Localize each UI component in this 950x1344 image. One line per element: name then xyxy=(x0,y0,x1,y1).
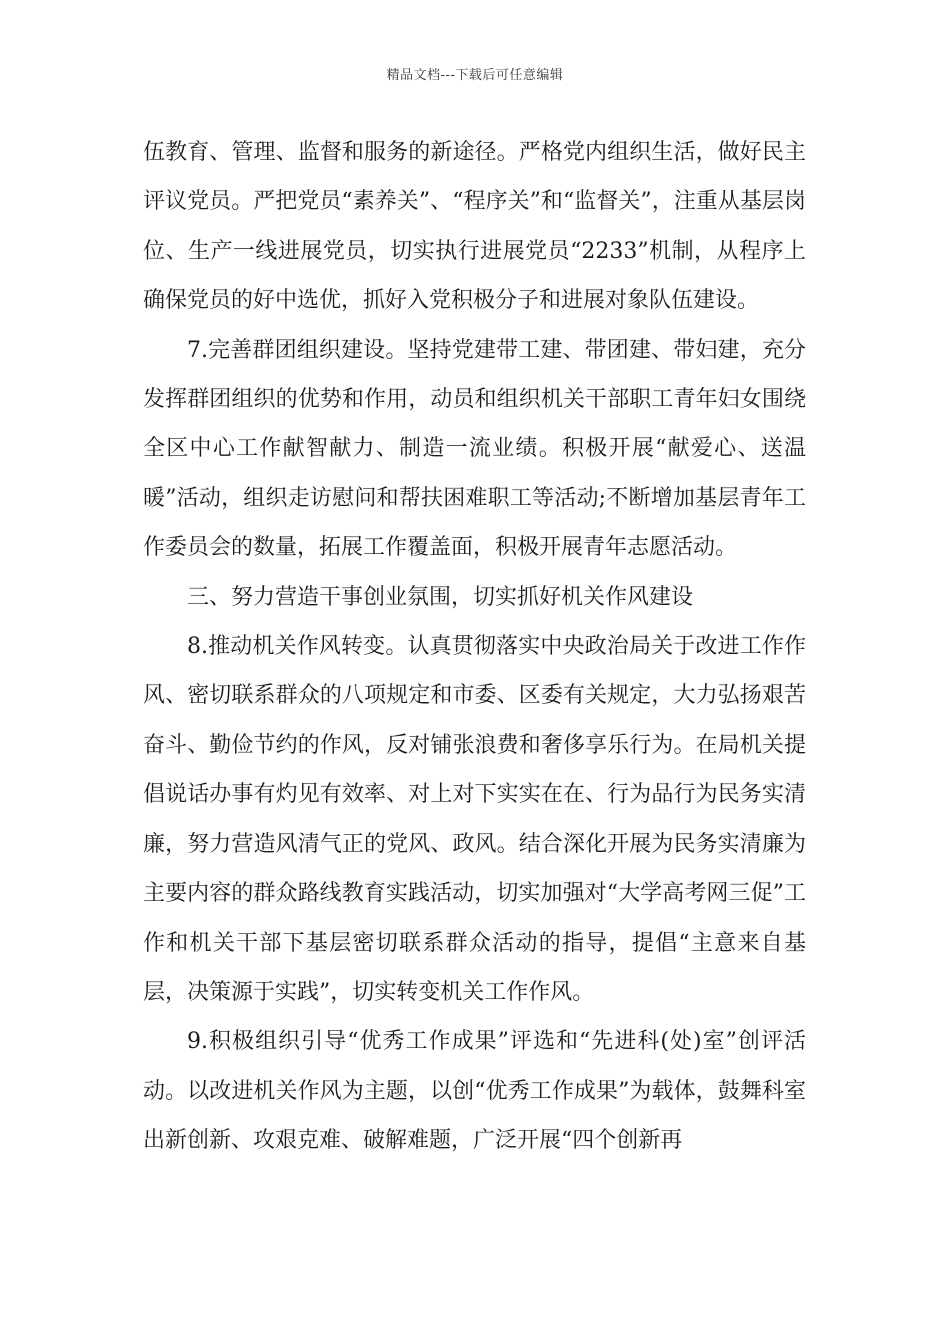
paragraph-continued: 伍教育、管理、监督和服务的新途径。严格党内组织生活，做好民主评议党员。严把党员“素养关”、“程序关”和“监督关”，注重从基层岗位、生产一线进展党员，切实执行进展党员“2233”机制，从程序上确保党员的好中选优，抓好入党积极分子和进展对象队伍建设。 xyxy=(143,140,806,314)
paragraph-item-9: 9.积极组织引导“优秀工作成果”评选和“先进科(处)室”创评活动。以改进机关作风为主题，以创“优秀工作成果”为载体，鼓舞科室出新创新、攻艰克难、破解难题，广泛开展“四个创新再 xyxy=(143,1029,806,1154)
section-heading-3: 三、努力营造干事创业氛围，切实抓好机关作风建设 xyxy=(187,584,694,610)
paragraph-item-8: 8.推动机关作风转变。认真贯彻落实中央政治局关于改进工作作风、密切联系群众的八项规定和市委、区委有关规定，大力弘扬艰苦奋斗、勤俭节约的作风，反对铺张浪费和奢侈享乐行为。在局机关提倡说话办事有灼见有效率、对上对下实实在在、行为品行为民务实清廉，努力营造风清气正的党风、政风。结合深化开展为民务实清廉为主要内容的群众路线教育实践活动，切实加强对“大学高考网三促”工作和机关干部下基层密切联系群众活动的指导，提倡“主意来自基层，决策源于实践”，切实转变机关工作作风。 xyxy=(143,634,806,1005)
page-header: 精品文档---下载后可任意编辑 xyxy=(386,68,564,83)
document-body xyxy=(143,128,806,1166)
paragraph-item-7: 7.完善群团组织建设。坚持党建带工建、带团建、带妇建，充分发挥群团组织的优势和作用，动员和组织机关干部职工青年妇女围绕全区中心工作献智献力、制造一流业绩。积极开展“献爱心、送温暖”活动，组织走访慰问和帮扶困难职工等活动;不断增加基层青年工作委员会的数量，拓展工作覆盖面，积极开展青年志愿活动。 xyxy=(143,337,806,561)
